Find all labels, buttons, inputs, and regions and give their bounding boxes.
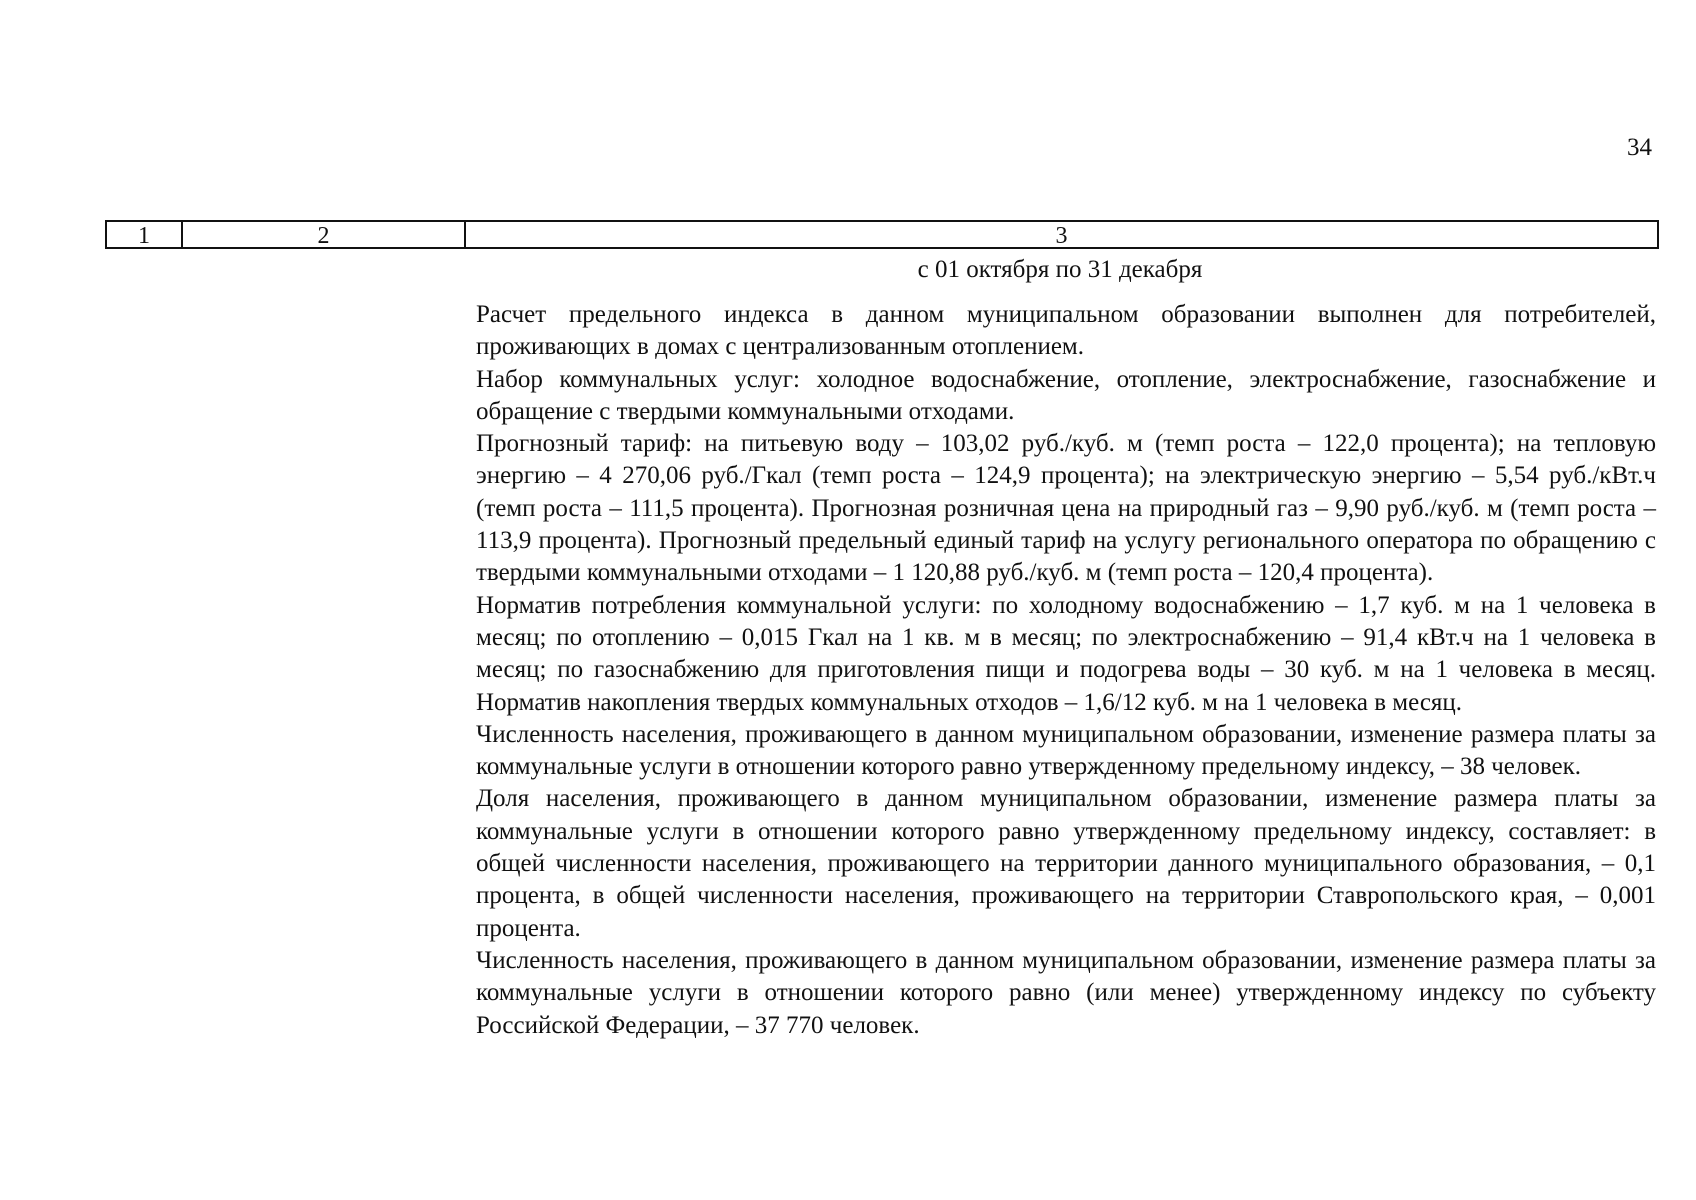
page-number: 34 [1627, 134, 1652, 161]
paragraph-consumption-norms: Норматив потребления коммунальной услуги: по холодному водоснабжению – 1,7 куб. м на 1 человека в месяц; по отоплению – 0,015 Гкал на 1 кв. м в месяц; по электроснабжению – 91,4 кВт.ч на 1 человека в месяц; по газоснабжению для приготовления пищи и подогрева воды – 30 куб. м на 1 человека в месяц. Норматив накопления твердых коммунальных отходов – 1,6/12 куб. м на 1 человека в месяц. [476, 591, 1656, 716]
paragraph-population-regional: Численность населения, проживающего в данном муниципальном образовании, изменение размера платы за коммунальные услуги в отношении которого равно (или менее) утвержденному индексу по субъекту Российской Федерации, – 37 770 человек. [476, 946, 1656, 1039]
column-number-3: 3 [1055, 222, 1068, 249]
table-header-row [105, 220, 1659, 249]
paragraph-utility-set: Набор коммунальных услуг: холодное водоснабжение, отопление, электроснабжение, газоснабжение и обращение с твердыми коммунальными отходами. [476, 365, 1656, 425]
period-heading: с 01 октября по 31 декабря [917, 256, 1203, 283]
document-body [476, 299, 1656, 1042]
column-number-2: 2 [183, 222, 466, 247]
column-number-1: 1 [107, 222, 183, 247]
paragraph-population-share: Доля населения, проживающего в данном муниципальном образовании, изменение размера платы за коммунальные услуги в отношении которого равно утвержденному предельному индексу, составляет: в общей численности населения, проживающего на территории данного муниципального образования, – 0,1 процента, в общей численности населения, проживающего на территории Ставропольского края, – 0,001 процента. [476, 785, 1656, 942]
paragraph-forecast-tariff: Прогнозный тариф: на питьевую воду – 103,02 руб./куб. м (темп роста – 122,0 процента); на тепловую энергию – 4 270,06 руб./Гкал (темп роста – 124,9 процента); на электрическую энергию – 5,54 руб./кВт.ч (темп роста – 111,5 процента). Прогнозная розничная цена на природный газ – 9,90 руб./куб. м (темп роста – 113,9 процента). Прогнозный предельный единый тариф на услугу регионального оператора по обращению с твердыми коммунальными отходами – 1 120,88 руб./куб. м (темп роста – 120,4 процента). [476, 430, 1656, 587]
paragraph-calculation-scope: Расчет предельного индекса в данном муниципальном образовании выполнен для потребителей, проживающих в домах с централизованным отоплением. [476, 301, 1656, 361]
paragraph-population-count: Численность населения, проживающего в данном муниципальном образовании, изменение размера платы за коммунальные услуги в отношении которого равно утвержденному предельному индексу, – 38 человек. [476, 720, 1656, 781]
